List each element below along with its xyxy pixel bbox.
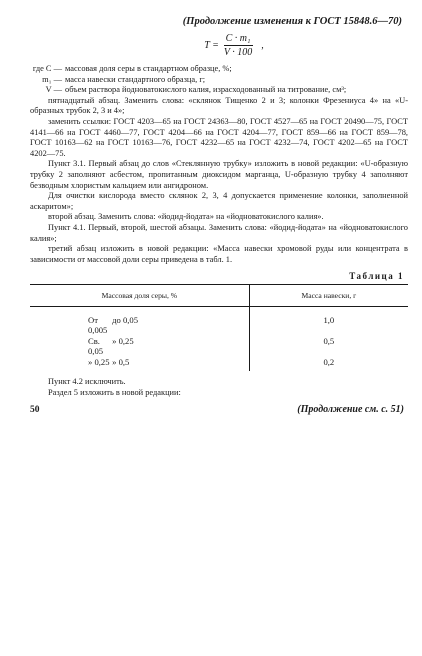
- definition-text: масса навески стандартного образца, г;: [65, 74, 206, 84]
- definition-item: [30, 85, 408, 96]
- table-cell-mass: 0,5: [323, 336, 335, 347]
- definition-text: массовая доля серы в стандартном образце, %;: [65, 64, 232, 73]
- table-cell-range: [30, 307, 249, 337]
- table-title: Таблица 1: [349, 271, 404, 282]
- formula-lhs: T =: [204, 40, 219, 51]
- paragraph: Раздел 5 изложить в новой редакции:: [48, 387, 181, 397]
- paragraph: пятнадцатый абзац. Заменить слова: «склянок Тищенко 2 и 3; колонки Фрезениуса 4» на «U-образных трубок 2, 3 и 4»;: [30, 95, 408, 116]
- footer: [30, 404, 408, 415]
- definitions-list: [30, 64, 408, 96]
- range-from: Св. 0,05: [88, 336, 104, 357]
- table-row: [30, 336, 408, 357]
- formula: [60, 33, 408, 58]
- table-row: [30, 357, 408, 371]
- paragraph: Пункт 4.1. Первый, второй, шестой абзацы. Заменить слова: «йодид-йодата» на «йодноватокислого калия»;: [30, 222, 408, 243]
- paragraph: Пункт 3.1. Первый абзац до слов «Стеклянную трубку» изложить в новой редакции: «U-образную трубку 2 заполняют асбестом, пропитанным диоксидом марганца, U-образную трубку 4 заполняют безводным хлористым кальцием или ангидроном.: [30, 159, 408, 190]
- definition-item: [30, 64, 408, 75]
- page-number: 50: [30, 405, 40, 416]
- paragraph: заменить ссылки: ГОСТ 4203—65 на ГОСТ 24363—80, ГОСТ 4527—65 на ГОСТ 20490—75, ГОСТ 4141—66 на ГОСТ 4460—77, ГОСТ 4204—66 на ГОСТ 4204—77, ГОСТ 859—66 на ГОСТ 859—78, ГОСТ 10163—62 на ГОСТ 10163—76, ГОСТ 4232—65 на ГОСТ 4232—74, ГОСТ 4202—65 на ГОСТ 4202—75.: [30, 116, 408, 158]
- range-from: » 0,25: [88, 357, 110, 368]
- formula-tail: ,: [261, 40, 264, 51]
- formula-numerator: C · m₁: [225, 33, 251, 44]
- table-cell-mass: 0,2: [323, 357, 335, 368]
- post-table-text: [30, 377, 408, 398]
- table-header-row: [30, 285, 408, 307]
- table-cell-range: [30, 357, 249, 371]
- sample-mass-table: [30, 284, 408, 371]
- document-header: (Продолжение изменения к ГОСТ 15848.6—70): [182, 16, 402, 27]
- range-to: » 0,5: [112, 357, 130, 368]
- definition-item: [30, 75, 408, 86]
- continuation-note: (Продолжение см. с. 51): [297, 404, 404, 416]
- table-cell-mass: 1,0: [323, 315, 335, 326]
- definition-label: m₁ —: [42, 74, 62, 84]
- formula-fraction: [222, 33, 254, 58]
- table-header-cell: Масса навески, г: [249, 285, 408, 307]
- paragraph: второй абзац. Заменить слова: «йодид-йодата» на «йодноватокислого калия».: [48, 212, 324, 222]
- definition-label: где C —: [32, 64, 62, 73]
- range-from: От 0,005: [88, 315, 108, 336]
- definition-label: V —: [45, 85, 62, 95]
- paragraph: Для очистки кислорода вместо склянок 2, 3, 4 допускается применение колонки, заполненной аскаритом»;: [30, 191, 408, 211]
- definition-text: объем раствора йодноватокислого калия, израсходованный на титрование, см³;: [65, 85, 347, 95]
- table-cell-range: [30, 336, 249, 357]
- paragraph: третий абзац изложить в новой редакции: «Масса навески хромовой руды или концентрата в зависимости от массовой доли серы приведена в табл. 1.: [30, 244, 408, 264]
- range-to: до 0,05: [112, 315, 139, 326]
- paragraph: Пункт 4.2 исключить.: [48, 377, 126, 387]
- table-header-cell: Массовая доля серы, %: [30, 285, 249, 307]
- formula-denominator: V · 100: [223, 47, 253, 58]
- range-to: » 0,25: [112, 336, 134, 347]
- table-row: [30, 307, 408, 337]
